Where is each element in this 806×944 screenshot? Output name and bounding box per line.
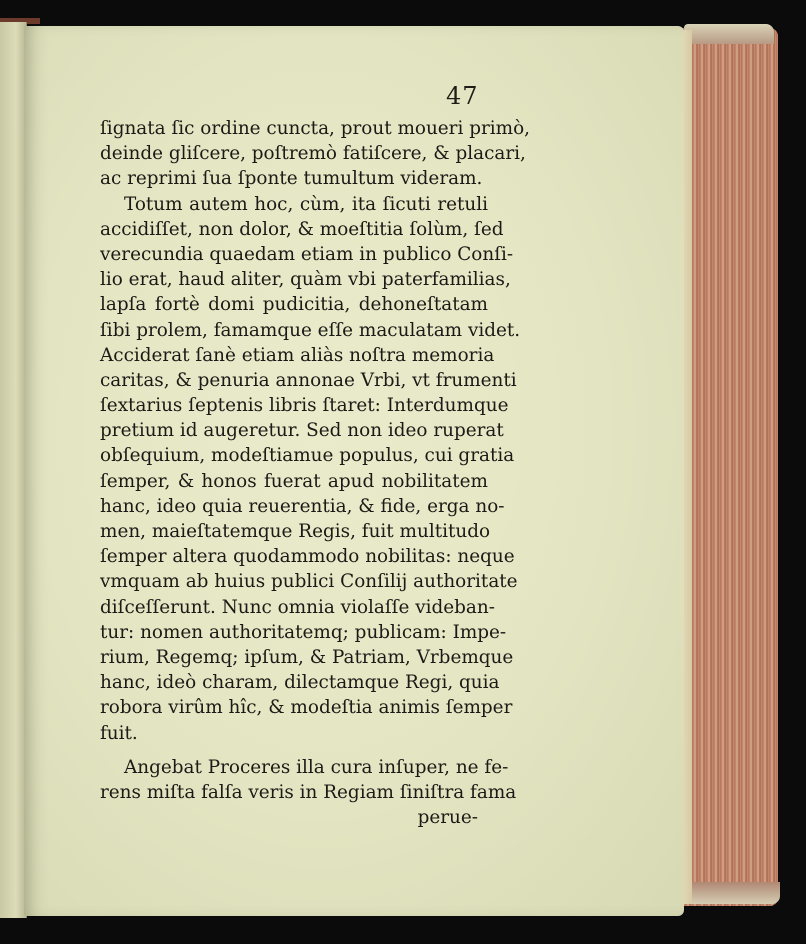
text-line: rens miſta falſa veris in Regiam ſiniſtra fama — [100, 781, 517, 803]
text-line: deinde gliſcere, poſtremò fatiſcere, & placari, — [100, 143, 526, 165]
text-line: caritas, & penuria annonae Vrbi, vt frumenti — [100, 369, 517, 391]
text-line: ſemper, & honos fuerat apud nobilitatem — [100, 470, 488, 492]
text-line: verecundia quaedam etiam in publico Conſi- — [100, 243, 514, 265]
text-line: robora virûm hîc, & modeſtia animis ſemper — [100, 697, 513, 719]
body-text — [100, 116, 531, 830]
page-block-top — [684, 24, 774, 44]
page-block-bottom — [684, 882, 780, 904]
text-line: lio erat, haud aliter, quàm vbi paterfamilias, — [100, 269, 511, 291]
text-line: hanc, ideò charam, dilectamque Regi, quia — [100, 672, 500, 694]
text-line: ſignata ſic ordine cuncta, prout moueri primò, — [100, 118, 531, 139]
text-line: diſceſſerunt. Nunc omnia violaſſe videban- — [100, 596, 495, 618]
text-line: vmquam ab huius publici Conſilij authoritate — [100, 571, 518, 593]
text-line: Totum autem hoc, cùm, ita ſicuti retuli — [124, 193, 488, 215]
facing-page-edge — [0, 22, 27, 918]
text-line: pretium id augeretur. Sed non ideo ruperat — [100, 420, 504, 442]
catchword: perue- — [417, 807, 478, 829]
text-line: Angebat Proceres illa cura inſuper, ne fe- — [124, 756, 509, 778]
text-line: ſibi prolem, famamque eſſe maculatam videt. — [100, 319, 521, 341]
text-line: tur: nomen authoritatemq; publicam: Impe- — [100, 621, 507, 643]
text-line: men, maieſtatemque Regis, fuit multitudo — [100, 521, 491, 542]
text-line: accidiſſet, non dolor, & moeſtitia ſolùm, ſed — [100, 218, 504, 240]
text-line: hanc, ideo quia reuerentia, & fide, erga no- — [100, 495, 505, 517]
text-line: ſemper altera quodammodo nobilitas: neque — [100, 546, 515, 568]
text-line: fuit. — [100, 722, 138, 744]
text-line: Acciderat ſanè etiam aliàs noſtra memoria — [100, 344, 495, 366]
page-block-edges — [678, 28, 778, 906]
text-line: ac reprimi ſua ſponte tumultum videram. — [100, 168, 483, 190]
text-line: rium, Regemq; ipſum, & Patriam, Vrbemque — [100, 646, 514, 668]
page-number: 47 — [446, 82, 479, 110]
text-line: ſextarius ſeptenis libris ſtaret: Interdumque — [100, 395, 509, 417]
text-line: lapſa fortè domi pudicitia, dehoneſtatam — [100, 294, 488, 316]
text-line: obſequium, modeſtiamue populus, cui gratia — [100, 445, 515, 467]
